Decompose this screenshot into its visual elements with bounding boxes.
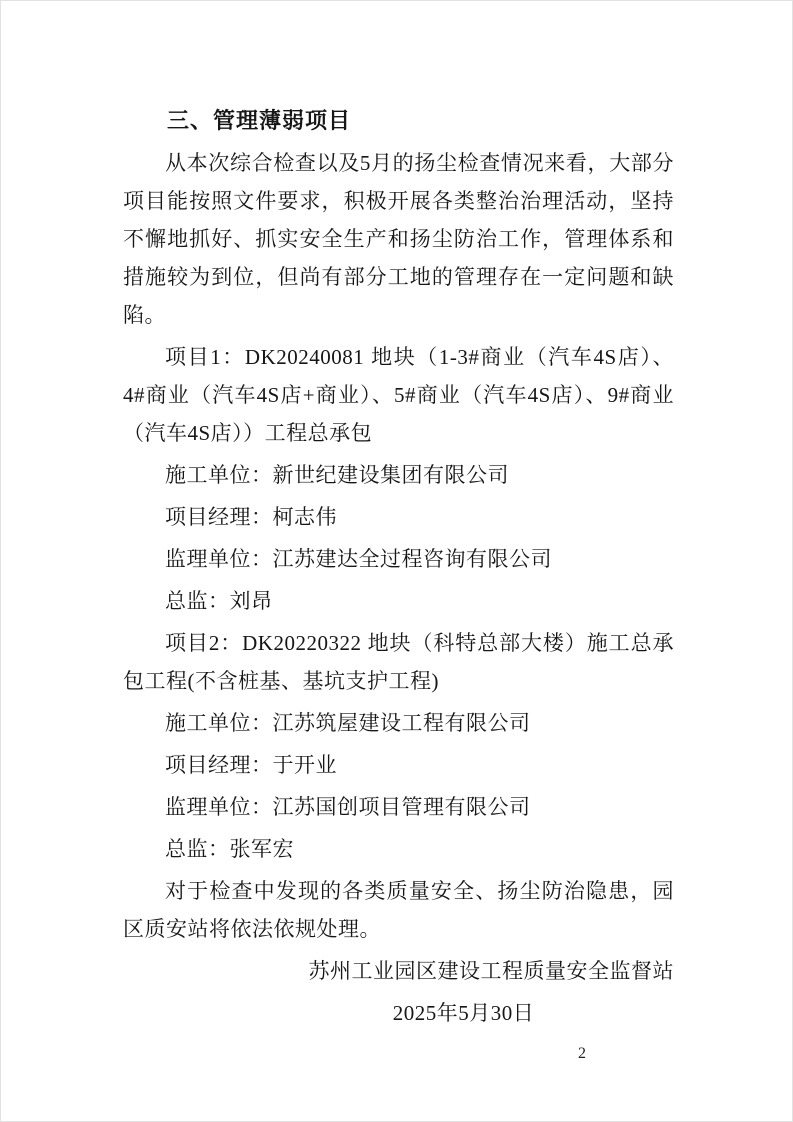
project-2-chief-supervisor: 总监：张军宏 (165, 837, 294, 861)
page-number: 2 (578, 1045, 586, 1062)
project-1-supervision-unit: 监理单位：江苏建达全过程咨询有限公司 (165, 547, 552, 571)
project-2-contractor: 施工单位：江苏筑屋建设工程有限公司 (165, 711, 531, 735)
project-2-title: 项目2：DK20220322 地块（科特总部大楼）施工总承包工程(不含桩基、基坑支护工程) (123, 631, 674, 693)
project-1-chief-supervisor: 总监：刘昂 (165, 589, 273, 613)
intro-paragraph: 从本次综合检查以及5月的扬尘检查情况来看，大部分项目能按照文件要求，积极开展各类整治治理活动，坚持不懈地抓好、抓实安全生产和扬尘防治工作，管理体系和措施较为到位，但尚有部分工地的管理存在一定问题和缺陷。 (123, 151, 674, 327)
project-2-supervision-unit: 监理单位：江苏国创项目管理有限公司 (165, 795, 531, 819)
document-body (123, 102, 674, 1036)
project-1-manager: 项目经理：柯志伟 (165, 505, 337, 529)
project-2-block (123, 624, 674, 868)
section-heading: 三、管理薄弱项目 (167, 108, 352, 133)
issuing-authority: 苏州工业园区建设工程质量安全监督站 (308, 959, 674, 983)
project-1-block (123, 338, 674, 620)
project-1-title: 项目1：DK20240081 地块（1-3#商业（汽车4S店）、4#商业（汽车4S店+商业）、5#商业（汽车4S店）、9#商业（汽车4S店））工程总承包 (123, 345, 674, 445)
closing-paragraph: 对于检查中发现的各类质量安全、扬尘防治隐患，园区质安站将依法依规处理。 (123, 879, 674, 941)
project-2-manager: 项目经理：于开业 (165, 753, 337, 777)
project-1-contractor: 施工单位：新世纪建设集团有限公司 (165, 463, 509, 487)
issue-date: 2025年5月30日 (392, 1001, 535, 1025)
